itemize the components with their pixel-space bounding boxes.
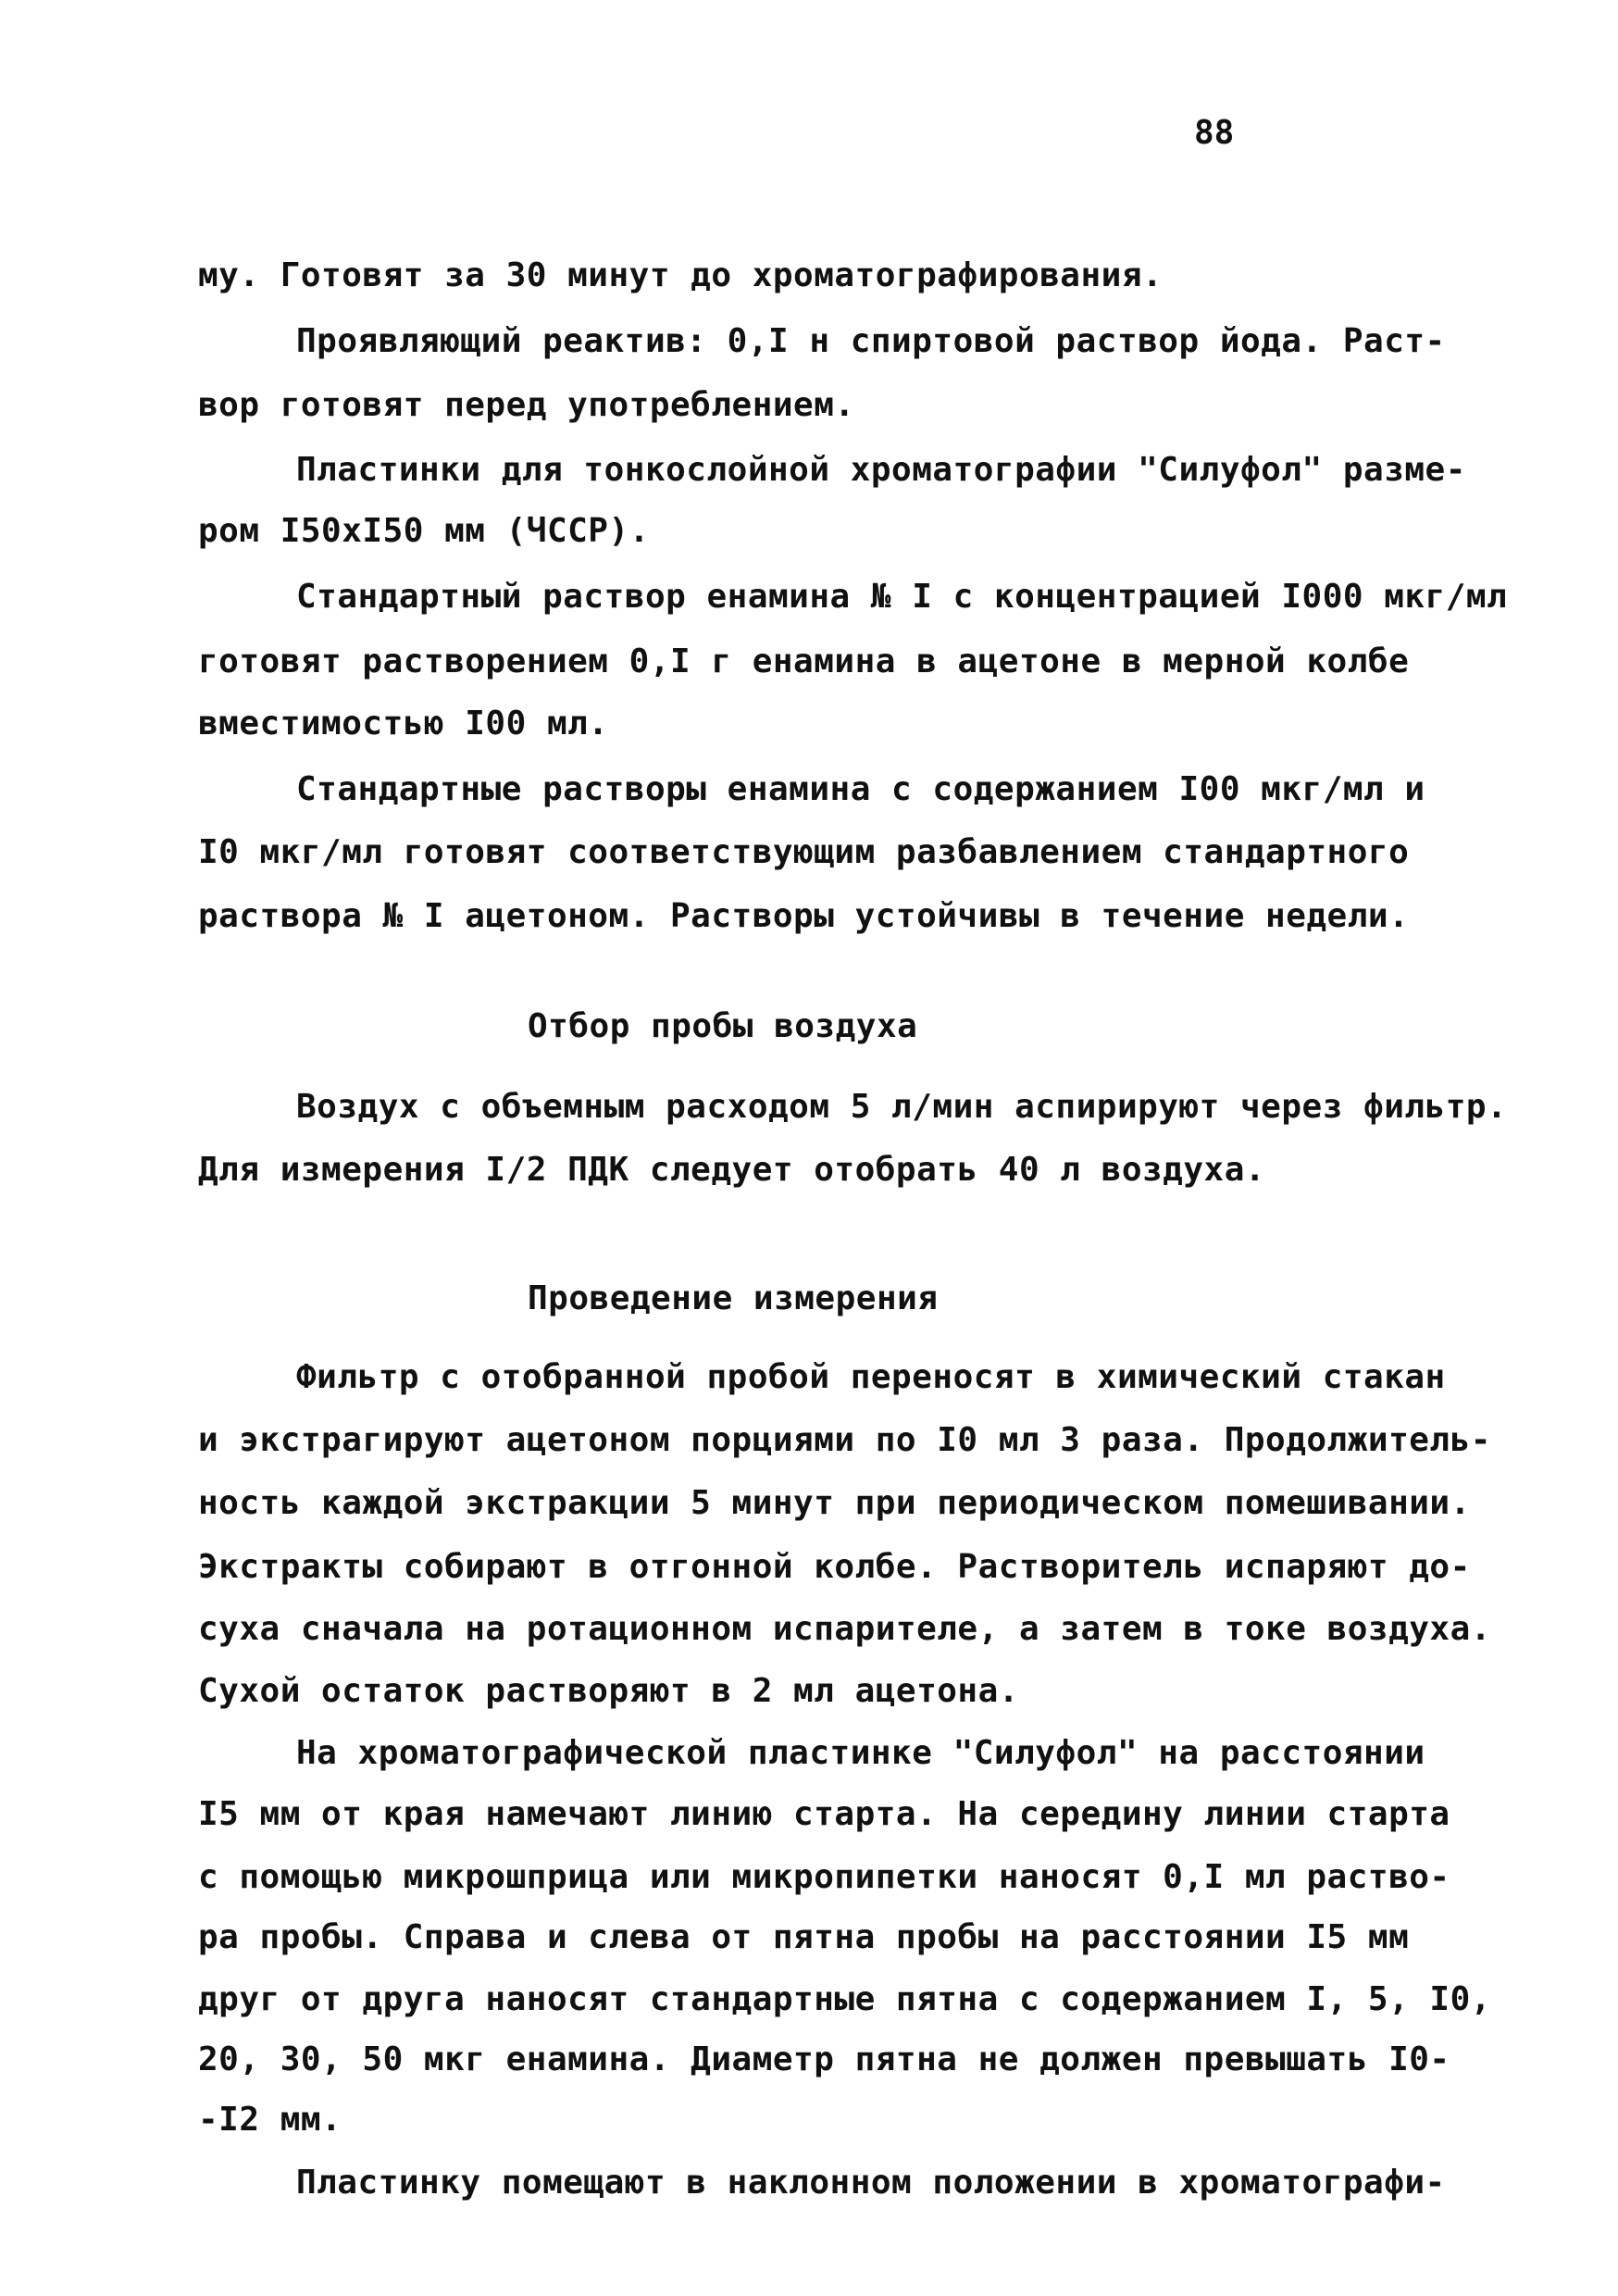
text-line-11: раствора № I ацетоном. Растворы устойчивы в течение недели.: [198, 897, 1410, 935]
text-line-21: I5 мм от края намечают линию старта. На середину линии старта: [198, 1795, 1450, 1833]
text-line-9: Стандартные растворы енамина с содержанием I00 мкг/мл и: [296, 770, 1425, 808]
text-line-7: готовят растворением 0,I г енамина в ацетоне в мерной колбе: [198, 643, 1410, 680]
text-line-8: вместимостью I00 мл.: [198, 705, 609, 742]
text-line-23: ра пробы. Справа и слева от пятна пробы на расстоянии I5 мм: [198, 1918, 1410, 1956]
text-line-18: суха сначала на ротационном испарителе, а затем в токе воздуха.: [198, 1610, 1491, 1648]
text-line-3: вор готовят перед употреблением.: [198, 386, 855, 424]
text-line-26: -I2 мм.: [198, 2101, 342, 2139]
text-line-15: и экстрагируют ацетоном порциями по I0 мл 3 раза. Продолжитель-: [198, 1421, 1491, 1459]
section-heading-air-sampling: Отбор пробы воздуха: [528, 1007, 918, 1045]
page-number: 88: [1194, 114, 1235, 152]
text-line-1: му. Готовят за 30 минут до хроматографирования.: [198, 256, 1164, 294]
text-line-24: друг от друга наносят стандартные пятна с содержанием I, 5, I0,: [198, 1980, 1491, 2018]
text-line-2: Проявляющий реактив: 0,I н спиртовой раствор йода. Раст-: [296, 322, 1446, 360]
text-line-6: Стандартный раствор енамина № I с концентрацией I000 мкг/мл: [296, 578, 1508, 616]
text-line-17: Экстракты собирают в отгонной колбе. Растворитель испаряют до-: [198, 1548, 1471, 1586]
text-line-22: с помощью микрошприца или микропипетки наносят 0,I мл раство-: [198, 1858, 1450, 1896]
text-line-14: Фильтр с отобранной пробой переносят в химический стакан: [296, 1358, 1446, 1396]
text-line-13: Для измерения I/2 ПДК следует отобрать 40 л воздуха.: [198, 1151, 1266, 1189]
text-line-27: Пластинку помещают в наклонном положении в хроматографи-: [296, 2164, 1446, 2202]
text-line-10: I0 мкг/мл готовят соответствующим разбавлением стандартного: [198, 833, 1410, 871]
text-line-5: ром I50хI50 мм (ЧССР).: [198, 512, 650, 550]
text-line-4: Пластинки для тонкослойной хроматографии "Силуфол" разме-: [296, 451, 1466, 489]
text-line-19: Сухой остаток растворяют в 2 мл ацетона.: [198, 1672, 1019, 1710]
text-line-20: На хроматографической пластинке "Силуфол" на расстоянии: [296, 1734, 1425, 1772]
text-line-25: 20, 30, 50 мкг енамина. Диаметр пятна не должен превышать I0-: [198, 2040, 1450, 2078]
text-line-12: Воздух с объемным расходом 5 л/мин аспирируют через фильтр.: [296, 1088, 1508, 1126]
section-heading-measurement: Проведение измерения: [528, 1279, 939, 1317]
text-line-16: ность каждой экстракции 5 минут при периодическом помешивании.: [198, 1484, 1471, 1522]
